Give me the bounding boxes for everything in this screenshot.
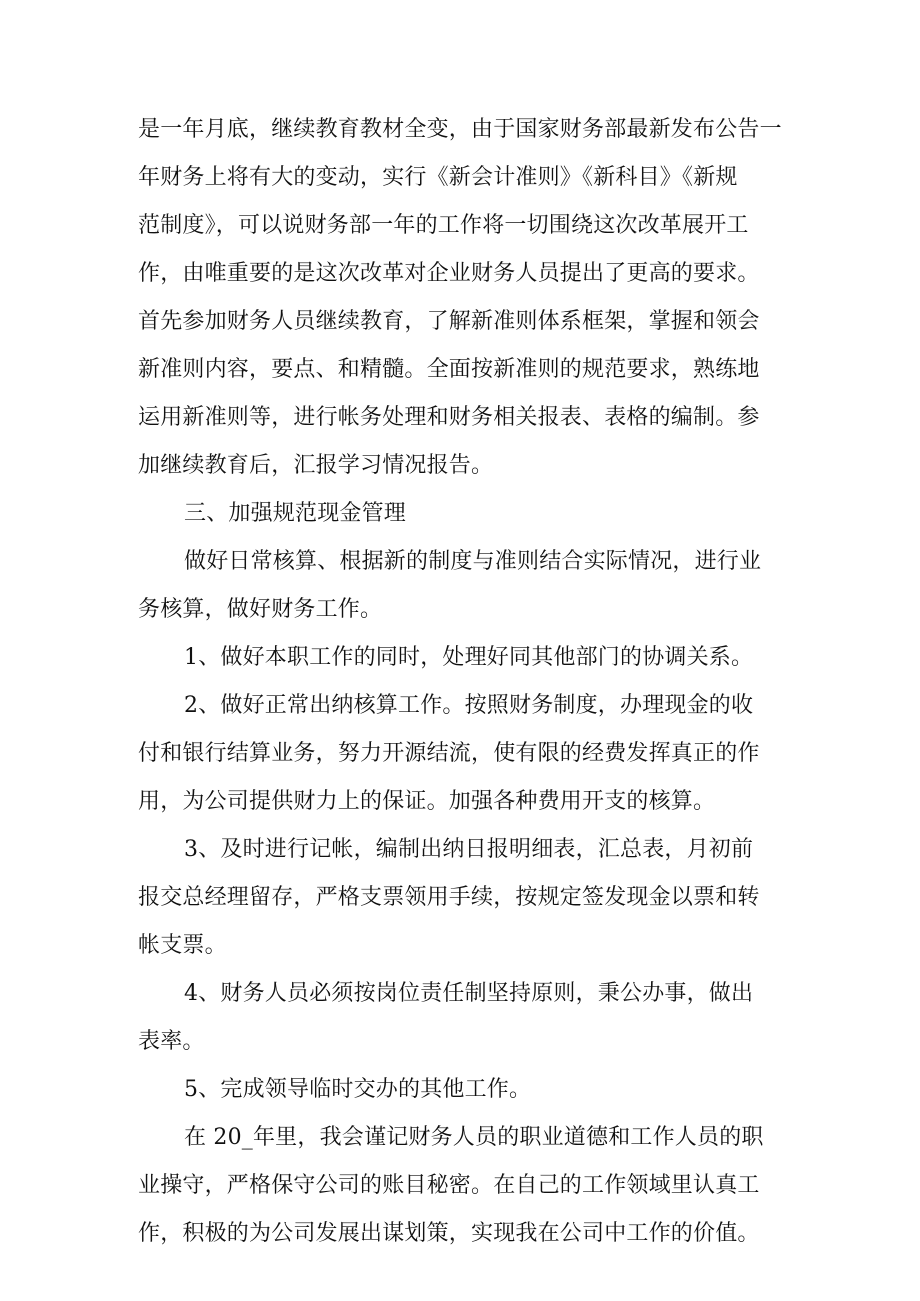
text-line: 报交总经理留存，严格支票领用手续，按规定签发现金以票和转 xyxy=(138,885,760,910)
paragraph-intro xyxy=(138,106,802,490)
text-line: 4、财务人员必须按岗位责任制坚持原则，秉公办事，做出 xyxy=(184,981,754,1006)
text-line: 新准则内容，要点、和精髓。全面按新准则的规范要求，熟练地 xyxy=(138,357,760,382)
text-line: 表率。 xyxy=(138,1029,205,1054)
text-line: 5、完成领导临时交办的其他工作。 xyxy=(184,1077,532,1102)
list-item-5 xyxy=(138,1066,802,1114)
text-line: 3、及时进行记帐，编制出纳日报明细表，汇总表，月初前 xyxy=(184,837,754,862)
list-item-3 xyxy=(138,826,802,970)
section-heading xyxy=(138,490,802,538)
text-line: 1、做好本职工作的同时，处理好同其他部门的协调关系。 xyxy=(184,645,754,670)
text-line: 首先参加财务人员继续教育，了解新准则体系框架，掌握和领会 xyxy=(138,309,760,334)
text-line: 做好日常核算、根据新的制度与准则结合实际情况，进行业 xyxy=(184,549,762,574)
list-item-1 xyxy=(138,634,802,682)
text-line: 年财务上将有大的变动，实行《新会计准则》《新科目》《新规 xyxy=(138,165,738,190)
list-item-2 xyxy=(138,682,802,826)
text-line: 务核算，做好财务工作。 xyxy=(138,597,383,622)
text-line: 作，积极的为公司发展出谋划策，实现我在公司中工作的价值。 xyxy=(138,1221,760,1246)
text-line: 范制度》，可以说财务部一年的工作将一切围绕这次改革展开工 xyxy=(138,213,749,238)
text-line: 作，由唯重要的是这次改革对企业财务人员提出了更高的要求。 xyxy=(138,261,760,286)
text-line: 运用新准则等，进行帐务处理和财务相关报表、表格的编制。参 xyxy=(138,405,760,430)
text-line: 业操守，严格保守公司的账目秘密。在自己的工作领域里认真工 xyxy=(138,1173,760,1198)
text-line: 帐支票。 xyxy=(138,933,227,958)
section-heading-text: 三、加强规范现金管理 xyxy=(184,501,407,526)
list-item-4 xyxy=(138,970,802,1066)
text-line: 付和银行结算业务，努力开源结流，使有限的经费发挥真正的作 xyxy=(138,741,760,766)
document-body xyxy=(138,106,802,1258)
text-line: 加继续教育后，汇报学习情况报告。 xyxy=(138,453,494,478)
text-line: 是一年月底，继续教育教材全变，由于国家财务部最新发布公告一 xyxy=(138,117,782,142)
text-line: 2、做好正常出纳核算工作。按照财务制度，办理现金的收 xyxy=(184,693,754,718)
paragraph-daily-accounting xyxy=(138,538,802,634)
paragraph-conclusion xyxy=(138,1114,802,1258)
text-line: 用，为公司提供财力上的保证。加强各种费用开支的核算。 xyxy=(138,789,716,814)
text-line: 在 20_年里，我会谨记财务人员的职业道德和工作人员的职 xyxy=(184,1125,764,1150)
